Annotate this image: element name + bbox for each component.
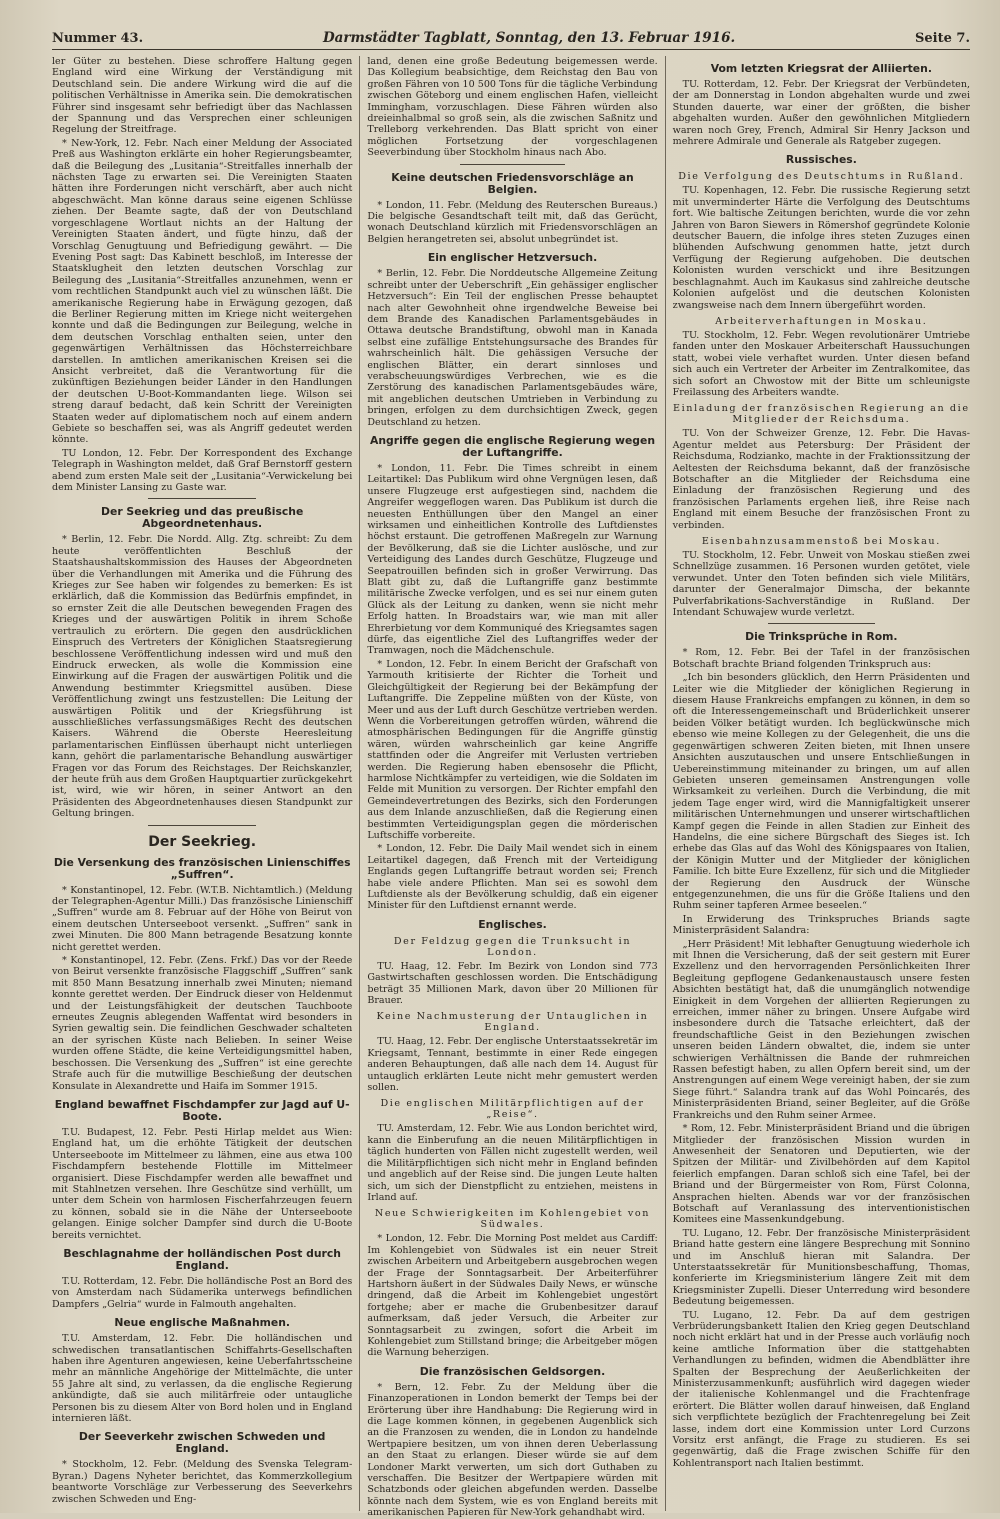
subheading: Die Versenkung des französischen Linienschiffes „Suffren“.	[53, 855, 351, 881]
spaced-subheading: Eisenbahnzusammenstoß bei Moskau.	[701, 536, 941, 547]
article-paragraph: TU. Amsterdam, 12. Febr. Wie aus London berichtet wird, kann die Einberufung an die neuen Militärpflichtigen in täglich hunderten von Fällen nicht zugestellt werden, weil die Militärpflichtigen sich nicht mehr in England befinden und angeblich auf der Reise sind. Die jungen Leute halten sich, um sich der Dienstpflicht zu entziehen, meistens in Irland auf.	[367, 1123, 658, 1203]
article-paragraph: * Bern, 12. Febr. Zu der Meldung über die Finanzoperationen in London bemerkt der Temps bei der Erörterung über ihre Handhabung: Die Regierung wird in die Lage kommen können, in gegebenen Augenblick sich an die Franzosen zu wenden, die in London zu handelnde Wertpapiere besitzen, um von ihnen deren Ueberlassung an den Staat zu erlangen. Dieser würde sie auf dem Londoner Markt verwerten, um sich dort Guthaben zu verschaffen. Die Besitzer der Wertpapiere würden mit Schatzbonds oder gleichen abgefunden werden. Dasselbe könnte nach dem System, wie es von England bereits mit amerikanischen Papieren für New-York gehandhabt wird.	[367, 1381, 658, 1519]
article-paragraph: land, denen eine große Bedeutung beigemessen werde. Das Kollegium beabsichtige, dem Reichstag den Bau von großen Fähren von 10 500 Tons für die tägliche Verbindung zwischen Göteborg und einem englischen Hafen, vielleicht Immingham, vorzuschlagen. Diese Fähren würden also dreieinhalbmal so groß sein, als die zwischen Saßnitz und Trelleborg verkehrenden. Das Blatt spricht von einer möglichen Fortsetzung der vorgeschlagenen Seeverbindung über Stockholm hinaus nach Abo.	[367, 56, 658, 159]
article-paragraph: * Konstantinopel, 12. Febr. (Zens. Frkf.) Das vor der Reede von Beirut versenkte französische Flaggschiff „Suffren“ sank mit 850 Mann Besatzung innerhalb zwei Minuten; niemand konnte gerettet werden. Der Eindruck dieser von Heldenmut und der Leistungsfähigkeit der deutschen Tauchboote erneutes Zeugnis ablegenden Waffentat wird besonders in Syrien gewaltig sein. Die feindlichen Geschwader schalteten an der syrischen Küste nach Belieben. In seiner Weise wurden offene Städte, die keine Verteidigungsmittel haben, beschossen. Die Versenkung des „Suffren“ ist eine gerechte Strafe auch für die mutwillige Beschießung der deutschen Konsulate in Alexandrette und Haifa im Sommer 1915.	[52, 955, 353, 1092]
column-1	[52, 56, 359, 1511]
article-paragraph: ler Güter zu bestehen. Diese schroffere Haltung gegen England wird eine Wirkung der Verständigung mit Deutschland sein. Die andere Wirkung wird die auf die politischen Verhältnisse in Amerika sein. Die demokratischen Führer sind insgesamt sehr befriedigt über das Nachlassen der Spannung und das Versprechen einer schleunigen Regelung der Streitfrage.	[52, 56, 353, 136]
spaced-subheading: Einladung der französischen Regierung an die Mitglieder der Reichsduma.	[673, 403, 970, 426]
article-paragraph: * Rom, 12. Febr. Bei der Tafel in der französischen Botschaft brachte Briand folgenden Trinkspruch aus:	[672, 647, 970, 670]
article-paragraph: T.U. Amsterdam, 12. Febr. Die holländischen und schwedischen transatlantischen Schiffahrts-Gesellschaften haben ihre Agenturen angewiesen, keine Ueberfahrtsscheine mehr an männliche Angehörige der Mittelmächte, die unter 55 Jahre alt sind, zu verlassen, da die englische Regierung ankündigte, daß sie auch militärfreie oder untaugliche Personen bis zu diesem Alter von Bord holen und in England internieren läßt.	[52, 1333, 353, 1425]
article-paragraph: * New-York, 12. Febr. Nach einer Meldung der Associated Preß aus Washington erklärte ein hoher Regierungsbeamter, daß die Beilegung des „Lusitania“-Streitfalles innerhalb der nächsten Tage zu erwarten sei. Die Vereinigten Staaten hätten ihre Forderungen nicht verschärft, aber auch nicht abgeschwächt. Man könne daraus seine eigenen Schlüsse ziehen. Der Beamte sagte, daß der von Deutschland vorgeschlagene Wortlaut nichts an der Haltung der Vereinigten Staaten ändert, und fügte hinzu, daß der Vorschlag Genugtuung und Befriedigung gewährt. — Die Evening Post sagt: Das Kabinett beschloß, im Interesse der Staatsklugheit den letzten deutschen Vorschlag zur Beilegung des „Lusitania“-Streitfalles anzunehmen, wenn er vom rechtlichen Standpunkt auch viel zu wünschen läßt. Die amerikanische Regierung habe in Erwägung gezogen, daß die Berliner Regierung mitten im Kriege nicht weitergehen konnte und daß die Bedingungen zur Beilegung, welche in dem deutschen Vorschlag enthalten seien, unter den gegenwärtigen Verhältnissen das Höchsterreichbare darstellen. In amtlichen amerikanischen Kreisen sei die Ansicht verbreitet, daß die Verantwortung für die zukünftigen Beziehungen beider Länder in den Handlungen der deutschen U-Boot-Kommandanten liege. Wilson sei streng darauf bedacht, daß kein Schritt der Vereinigten Staaten weder auf diplomatischem noch auf einem andern Gebiete so beschaffen sei, was als Angriff gedeutet werden könnte.	[52, 137, 353, 446]
article-paragraph: TU. Rotterdam, 12. Febr. Der Kriegsrat der Verbündeten, der am Donnerstag in London abgehalten wurde und zwei Stunden dauerte, war einer der größten, die bisher abgehalten wurden. Außer den gewöhnlichen Mitgliedern waren noch Grey, French, Admiral Sir Henry Jackson und mehrere Admirale und Generale als Ratgeber zugegen.	[672, 79, 970, 148]
divider	[148, 498, 256, 499]
subheading: England bewaffnet Fischdampfer zur Jagd auf U-Boote.	[54, 1097, 350, 1123]
section-heading: Angriffe gegen die englische Regierung wegen der Luftangriffe.	[369, 433, 656, 459]
article-paragraph: * London, 12. Febr. Die Morning Post meldet aus Cardiff: Im Kohlengebiet von Südwales ist ein neuer Streit zwischen Arbeitern und Arbeitgebern ausgebrochen wegen der Frage der Sonntagsarbeit. Der Arbeiterführer Hartshorn äußert in der Südwales Daily News, er wünsche dringend, daß die Arbeit im Kohlengebiet ungestört fortgehe; aber er mache die Grubenbesitzer darauf aufmerksam, daß jeder Versuch, die Arbeiter zur Sonntagsarbeit zu zwingen, sofort die Arbeit im Kohlengebiet zum Stillstand bringe; die Arbeitgeber mögen die Warnung beherzigen.	[367, 1233, 658, 1359]
columns	[52, 56, 970, 1519]
section-heading: Keine deutschen Friedensvorschläge an Belgien.	[391, 170, 634, 196]
article-paragraph: In Erwiderung des Trinkspruches Briands sagte Ministerpräsident Salandra:	[672, 913, 970, 937]
section-heading: Vom letzten Kriegsrat der Alliierten.	[710, 62, 932, 75]
article-paragraph: T.U. Budapest, 12. Febr. Pesti Hirlap meldet aus Wien: England hat, um die erhöhte Tätigkeit der deutschen Unterseeboote im Mittelmeer zu lähmen, eine aus etwa 100 Fischdampfern bestehende Flottille im Mittelmeer organisiert. Diese Fischdampfer werden alle bewaffnet und mit Stahlnetzen versehen. Ihre Geschütze sind verhüllt, um unter dem Schein von harmlosen Fischerfahrzeugen feuern zu können, sobald sie in die Nähe der Unterseeboote gelangen. Einige solcher Dampfer sind durch die U-Boote bereits vernichtet.	[52, 1126, 353, 1241]
subheading: Beschlagnahme der holländischen Post durch England.	[63, 1246, 341, 1272]
article-paragraph: TU. Kopenhagen, 12. Febr. Die russische Regierung setzt mit unverminderter Härte die Verfolgung des Deutschtums fort. Wie baltische Zeitungen berichten, wurde die vor zehn Jahren von Baron Siewers in Römershof gegründete Kolonie deutscher Bauern, die infolge ihres steten Zuzuges einen blühenden Aufschwung genommen hatte, jetzt durch Verfügung der Regierung aufgehoben. Die deutschen Kolonisten wurden verschickt und ihre Besitzungen beschlagnahmt. Auch im Kaukasus sind zahlreiche deutsche Kolonien aufgelöst und die deutschen Kolonisten zwangsweise nach dem Innern übergeführt worden.	[672, 185, 970, 311]
divider	[148, 825, 256, 826]
article-paragraph: * London, 12. Febr. In einem Bericht der Grafschaft von Yarmouth kritisierte der Richter die Torheit und Gleichgültigkeit der Regierung bei der Bekämpfung der Luftangriffe. Die Zeppeline müßten von der Küste, von Meer und aus der Luft durch Geschütze vertrieben werden. Wenn die Vorbereitungen getroffen würden, während die atmosphärischen Bedingungen für die Angriffe günstig wären, würden wahrscheinlich gar keine Angriffe stattfinden oder die Angreifer mit Verlusten vertrieben werden. Die Regierung haben ebensosehr die Pflicht, harmlose Nichtkämpfer zu verteidigen, wie die Soldaten im Felde mit Munition zu versorgen. Der Richter empfahl den Gemeindevertretungen des Bezirks, sich den Forderungen aus dem Inlande anzuschließen, daß die Regierung einen bestimmten Verteidigungsplan gegen die mörderischen Luftschiffe vorbereite.	[367, 658, 658, 841]
masthead-dateline: Darmstädter Tagblatt, Sonntag, den 13. Februar 1916.	[322, 30, 736, 46]
spaced-subheading: Neue Schwierigkeiten im Kohlengebiet von Südwales.	[374, 1208, 651, 1231]
spaced-subheading: Keine Nachmusterung der Untauglichen in England.	[376, 1011, 649, 1034]
article-paragraph: * London, 11. Febr. (Meldung des Reuterschen Bureaus.) Die belgische Gesandtschaft teilt mit, daß das Gerücht, wonach Deutschland kürzlich mit Friedensvorschlägen an Belgien herangetreten sei, absolut unbegründet ist.	[367, 199, 658, 245]
spaced-subheading: Die englischen Militärpflichtigen auf der „Reise“.	[380, 1098, 645, 1121]
column-3	[665, 56, 970, 1511]
column-2	[359, 56, 664, 1519]
section-heading: Russisches.	[785, 153, 857, 167]
article-paragraph: TU. Haag, 12. Febr. Der englische Unterstaatssekretär im Kriegsamt, Tennant, bestimmte in einer Rede eingegen anderen Behauptungen, daß alle nach dem 14. August für untauglich erklärten Leute nicht mehr gemustert werden sollen.	[367, 1036, 658, 1094]
page-header	[52, 30, 970, 50]
article-paragraph: * Stockholm, 12. Febr. (Meldung des Svenska Telegram-Byran.) Dagens Nyheter berichtet, das Kommerzkollegium beantworte Vorschläge zur Verbesserung des Seeverkehrs zwischen Schweden und Eng-	[52, 1459, 353, 1505]
article-paragraph: * Berlin, 12. Febr. Die Norddeutsche Allgemeine Zeitung schreibt unter der Ueberschrift „Ein gehässiger englischer Hetzversuch“: Ein Teil der englischen Presse behauptet nach alter Gewohnheit ohne irgendwelche Beweise bei dem Brande des Kanadischen Parlamentsgebäudes in Ottawa deutsche Brandstiftung, obwohl man in Kanada selbst eine zufällige Entstehungsursache des Brandes für wahrscheinlich hält. Die gehässigen Versuche der englischen Blätter, ein derart sinnloses und verabscheuungswürdiges Verbrechen, wie es die Zerstörung des kanadischen Parlamentsgebäudes wäre, mit angeblichen deutschen Umtrieben in Verbindung zu bringen, erfolgen zu dem durchsichtigen Zweck, gegen Deutschland zu hetzen.	[367, 268, 658, 428]
section-heading: Die Trinksprüche in Rom.	[745, 630, 898, 644]
article-paragraph: T.U. Rotterdam, 12. Febr. Die holländische Post an Bord des von Amsterdam nach Südamerika unterwegs befindlichen Dampfers „Gelria“ wurde in Falmouth angehalten.	[52, 1275, 353, 1310]
section-heading: Ein englischer Hetzversuch.	[427, 251, 598, 265]
article-paragraph: * Konstantinopel, 12. Febr. (W.T.B. Nichtamtlich.) (Meldung der Telegraphen-Agentur Milli.) Das französische Linienschiff „Suffren“ wurde am 8. Februar auf der Höhe von Beirut von einem deutschen Unterseeboot versenkt. „Suffren“ sank in zwei Minuten. Die 800 Mann betragende Besatzung konnte nicht gerettet werden.	[52, 884, 353, 953]
article-paragraph: * Rom, 12. Febr. Ministerpräsident Briand und die übrigen Mitglieder der französischen Mission wurden in Anwesenheit der Senatoren und Deputierten, wie der Spitzen der Militär- und Zivilbehörden auf dem Kapitol feierlich empfangen. Daran schloß sich eine Tafel, bei der Briand und der Bürgermeister von Rom, Fürst Colonna, Ansprachen hielten. Abends war vor der französischen Botschaft auf Veranlassung des interventionistischen Komitees eine Massenkundgebung.	[672, 1123, 970, 1226]
article-paragraph: „Ich bin besonders glücklich, den Herrn Präsidenten und Leiter wie die Mitglieder der königlichen Regierung in diesem Hause Frankreichs empfangen zu können, in dem so oft die Interessengemeinschaft und Brüderlichkeit unserer beiden Völker betätigt wurden. Ich beglückwünsche mich ebenso wie meine Kollegen zu der Gelegenheit, die uns die gegenwärtigen schweren Zeiten bieten, mit Ihnen unsere Ansichten auszutauschen und unsere Entschließungen in Uebereinstimmung miteinander zu bringen, um auf allen Gebieten unseren gemeinsamen Anstrengungen volle Wirksamkeit zu verleihen. Durch die Verbindung, die mit jedem Tage enger wird, wird die Mannigfaltigkeit unserer militärischen Unternehmungen und unserer wirtschaftlichen Kampf gegen die Feinde in allen Stadien zur Einheit des Handelns, die eine sichere Bürgschaft des Sieges ist. Ich erhebe das Glas auf das Wohl des Königspaares von Italien, der Königin Mutter und der Mitglieder der königlichen Familie. Ich bitte Eure Exzellenz, für sich und die Mitglieder der Regierung den Ausdruck der Wünsche entgegenzunehmen, die uns für die Größe Italiens und den Ruhm seiner tapferen Armee beseelen.“	[672, 672, 970, 912]
article-paragraph: TU. Haag, 12. Febr. Im Bezirk von London sind 773 Gastwirtschaften geschlossen worden. Die Entschädigung beträgt 35 Millionen Mark, davon über 20 Millionen für Brauer.	[367, 960, 658, 1007]
section-heading: Die französischen Geldsorgen.	[419, 1364, 606, 1378]
article-paragraph: * London, 11. Febr. Die Times schreibt in einem Leitartikel: Das Publikum wird ohne Vergnügen lesen, daß unsere Flugzeuge erst aufgestiegen sind, nachdem die Angreifer weggeflogen waren. Das Publikum ist durch die neuesten Enthüllungen über den Mangel an einer wirksamen und einheitlichen Kontrolle des Luftdienstes höchst erstaunt. Die getroffenen Maßregeln zur Warnung der Bevölkerung, daß sie die Lichter auslösche, und zur Verteidigung des Landes durch Geschütze, Flugzeuge und Seepatrouillen befinden sich in großer Verwirrung. Das Blatt gibt zu, daß die Luftangriffe ganz bestimmte militärische Zwecke verfolgen, und es sei nur einem guten Glück als der Leitung zu danken, wenn sie nicht mehr Erfolg hatten. In Broadstairs war, wie man mit aller Ehrerbietung vor dem Kommuniqué des Kriegsamtes sagen dürfe, das eigentliche Ziel des Luftangriffes weder der Tramwagen, noch die Mädchenschule.	[367, 462, 658, 657]
article-paragraph: TU. Von der Schweizer Grenze, 12. Febr. Die Havas-Agentur meldet aus Petersburg: Der Präsident der Reichsduma, Rodzianko, machte in der Fraktionssitzung der Aeltesten der Reichsduma bekannt, daß der französische Botschafter an die Mitglieder der Reichsduma eine Einladung der französischen Regierung und des französischen Parlaments ergehen ließ, ihre Reise nach England mit einem Besuche der französischen Front zu verbinden.	[672, 428, 970, 531]
section-heading: Der Seekrieg.	[148, 833, 257, 850]
article-paragraph: * London, 12. Febr. Die Daily Mail wendet sich in einem Leitartikel dagegen, daß French mit der Verteidigung Englands gegen Luftangriffe betraut worden sei; French habe viele andere Pflichten. Man sei es sowohl dem Luftdienste als der Bevölkerung schuldig, daß ein eigener Minister für den Luftdienst ernannt werde.	[367, 843, 658, 912]
article-paragraph: TU. Stockholm, 12. Febr. Wegen revolutionärer Umtriebe fanden unter den Moskauer Arbeiterschaft Haussuchungen statt, wobei viele verhaftet wurden. Unter diesen befand sich auch ein Vertreter der Arbeiter im Zentralkomitee, das sich sofort an Chwostow mit der Bitte um schleunigste Freilassung des Arbeiters wandte.	[672, 329, 970, 398]
section-heading: Englisches.	[478, 917, 547, 931]
article-paragraph: TU London, 12. Febr. Der Korrespondent des Exchange Telegraph in Washington meldet, daß Graf Bernstorff gestern abend zum ersten Male seit der „Lusitania“-Verwickelung bei dem Minister Lansing zu Gaste war.	[52, 447, 353, 494]
spaced-subheading: Arbeiterverhaftungen in Moskau.	[715, 315, 928, 327]
divider	[768, 623, 875, 624]
article-paragraph: TU. Lugano, 12. Febr. Da auf dem gestrigen Verbrüderungsbankett Italien den Krieg gegen Deutschland noch nicht erklärt hat und in der Presse auch vorläufig noch keine amtliche Information über die stattgehabten Verhandlungen zu befinden, widmen die Abendblätter ihre Spalten der Besprechung der Aeußerlichkeiten der Ministerzusammenkunft; ausführlich wird dagegen wieder der italienische Kohlenmangel und die Frachtenfrage erörtert. Die Blätter wollen darauf hinweisen, daß England sich verpflichtete bezüglich der Frachtenregelung bei Zeit lasse, indem dort eine Kommission unter Lord Curzons Vorsitz erst anfängt, die Frage zu studieren. Es sei gegenwärtig, daß die Frage zwischen Schiffe für den Kohlentransport nach Italien bestimmt.	[672, 1309, 970, 1469]
subheading: Neue englische Maßnahmen.	[114, 1316, 290, 1330]
issue-number: Nummer 43.	[52, 31, 144, 46]
subheading: Der Seeverkehr zwischen Schweden und England.	[78, 1430, 326, 1456]
article-paragraph: TU. Stockholm, 12. Febr. Unweit von Moskau stießen zwei Schnellzüge zusammen. 16 Personen wurden getötet, viele verwundet. Unter den Toten befinden sich viele Militärs, darunter der Generalmajor Dimscha, der bekannte Pulverfabrikations-Sachverständige in Rußland. Der Intendant Schuwajew wurde verletzt.	[672, 550, 970, 619]
section-heading: Der Seekrieg und das preußische Abgeordnetenhaus.	[101, 505, 304, 531]
divider	[460, 164, 565, 165]
article-paragraph: „Herr Präsident! Mit lebhafter Genugtuung wiederhole ich mit Ihnen die Versicherung, daß der seit gestern mit Eurer Exzellenz und den hervorragenden Persönlichkeiten Ihrer Begleitung gepflogene Gedankenaustausch unsere festen Absichten bestätigt hat, daß die unumgänglich notwendige Einigkeit in dem Vorgehen der alliierten Regierungen zu erreichen, immer näher zu bringen. Unsere Aufgabe wird insbesondere durch die Tatsache erleichtert, daß der freundschaftliche Geist in den Beziehungen zwischen unseren beiden Ländern obwaltet, die, indem sie unter schwierigen Verhältnissen die Bande der ruhmreichen Rassen befestigt haben, zu allen Opfern bereit sind, um der Anstrengungen auf einem Wege vereinigt haben, der sie zum Siege führt.“ Salandra trank auf das Wohl Poincarés, des Ministerpräsidenten Briand, seiner Begleiter, auf die Größe Frankreichs und den Ruhm seiner Armee.	[672, 938, 970, 1121]
article-paragraph: TU. Lugano, 12. Febr. Der französische Ministerpräsident Briand hatte gestern eine längere Besprechung mit Sonnino und im Anschluß hieran mit Salandra. Der Unterstaatssekretär für Munitionsbeschaffung, Thomas, konferierte im Kriegsministerium längere Zeit mit dem Kriegsminister Zupelli. Dieser Unterredung wird besondere Bedeutung beigemessen.	[672, 1227, 970, 1308]
spaced-subheading: Die Verfolgung des Deutschtums in Rußland.	[678, 171, 965, 183]
page-number: Seite 7.	[915, 31, 970, 46]
spaced-subheading: Der Feldzug gegen die Trunksucht in London.	[393, 935, 632, 958]
article-paragraph: * Berlin, 12. Febr. Die Nordd. Allg. Ztg. schreibt: Zu dem heute veröffentlichten Beschluß der Staatshaushaltskommission des Hauses der Abgeordneten über die Verhandlungen mit Amerika und die Führung des Krieges zur See haben wir folgendes zu bemerken: Es ist erklärlich, daß die Kommission das Bedürfnis empfindet, in so ernster Zeit die alle Deutschen bewegenden Fragen des Krieges und der auswärtigen Politik in ihrem Schoße vertraulich zu erörtern. Die gegen den ausdrücklichen Einspruch des Vertreters der Königlichen Staatsregierung beschlossene Veröffentlichung indessen wird und muß den Eindruck erwecken, als wolle die Kommission eine Einwirkung auf die Fragen der auswärtigen Politik und die Anwendung bestimmter Kriegsmittel ausüben. Diese Veröffentlichung zwingt uns festzustellen: Die Leitung der auswärtigen Politik und der Kriegsführung ist ausschließliches verfassungsmäßiges Recht des deutschen Kaisers. Während die Oberste Heeresleitung parlamentarischen Einflüssen überhaupt nicht unterliegen kann, gehört die parlamentarische Behandlung auswärtiger Fragen vor das Forum des Reichstages. Der Reichskanzler, der heute früh aus dem Großen Hauptquartier zurückgekehrt ist, wird, wie wir hören, in seiner Antwort an den Präsidenten des Abgeordnetenhauses diesen Standpunkt zur Geltung bringen.	[52, 534, 353, 820]
